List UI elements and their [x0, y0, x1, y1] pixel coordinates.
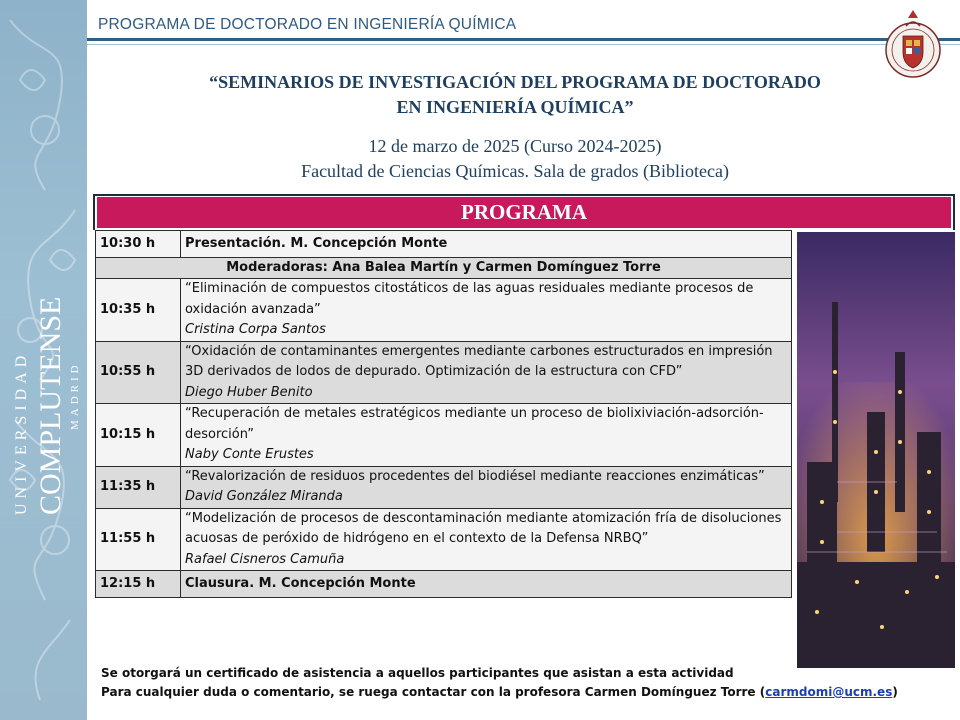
agenda-row-closing: [96, 571, 792, 598]
table-row: [96, 466, 792, 508]
header-divider-thin: [87, 44, 960, 45]
contact-text: Para cualquier duda o comentario, se ruega contactar con la profesora Carmen Domínguez Torre (: [101, 685, 766, 699]
seminar-title-line1: “SEMINARIOS DE INVESTIGACIÓN DEL PROGRAMA DE DOCTORADO: [209, 72, 821, 92]
talk-title: “Recuperación de metales estratégicos mediante un proceso de biolixiviación-adsorción-desorción”: [185, 406, 764, 442]
talk-author: Diego Huber Benito: [185, 384, 313, 400]
svg-text:UNIVERSIDAD: UNIVERSIDAD: [13, 350, 30, 515]
talk-title: “Revalorización de residuos procedentes del biodiésel mediante reacciones enzimáticas”: [185, 468, 765, 484]
agenda-table: [95, 230, 792, 598]
event-venue: Facultad de Ciencias Químicas. Sala de grados (Biblioteca): [301, 161, 729, 181]
agenda-time: 10:15 h: [96, 404, 181, 467]
table-row: [96, 404, 792, 467]
header-divider: [87, 38, 960, 41]
programa-heading: PROGRAMA: [97, 197, 951, 228]
event-details: [100, 134, 930, 184]
seminar-title-line2: EN INGENIERÍA QUÍMICA”: [396, 97, 634, 117]
talk-cell: [181, 341, 792, 404]
talk-cell: [181, 508, 792, 571]
talk-cell: [181, 279, 792, 342]
svg-text:MADRID: MADRID: [69, 361, 81, 430]
agenda-time: 10:35 h: [96, 279, 181, 342]
contact-suffix: ): [892, 685, 898, 699]
contact-note: [101, 683, 901, 702]
refinery-photo: [797, 232, 955, 668]
certificate-note: Se otorgará un certificado de asistencia a aquellos participantes que asistan a esta actividad: [101, 666, 734, 680]
agenda-time: 10:55 h: [96, 341, 181, 404]
agenda-opening-text: Presentación. M. Concepción Monte: [181, 231, 792, 258]
agenda-time: 12:15 h: [96, 571, 181, 598]
event-date: 12 de marzo de 2025 (Curso 2024-2025): [368, 136, 662, 156]
talk-author: Naby Conte Erustes: [185, 447, 314, 462]
agenda-time: 11:55 h: [96, 508, 181, 571]
agenda-time: 11:35 h: [96, 466, 181, 508]
talk-cell: [181, 404, 792, 467]
agenda-row-moderators: [96, 258, 792, 279]
svg-text:COMPLUTENSE: COMPLUTENSE: [34, 296, 67, 515]
contact-email-link[interactable]: carmdomi@ucm.es: [765, 685, 893, 699]
agenda-closing-text: Clausura. M. Concepción Monte: [181, 571, 792, 598]
talk-title: “Oxidación de contaminantes emergentes mediante carbones estructurados en impresión 3D derivados de lodos de depurado. Optimización de la estructura con CFD”: [185, 343, 773, 379]
program-title: PROGRAMA DE DOCTORADO EN INGENIERÍA QUÍMICA: [98, 16, 517, 33]
talk-author: David González Miranda: [185, 489, 343, 504]
talk-title: “Eliminación de compuestos citostáticos de las aguas residuales mediante procesos de oxidación avanzada”: [185, 281, 754, 317]
seminar-title: [100, 70, 930, 120]
agenda-moderators: Moderadoras: Ana Balea Martín y Carmen Domínguez Torre: [96, 258, 792, 279]
table-row: [96, 508, 792, 571]
table-row: [96, 341, 792, 404]
talk-title: “Modelización de procesos de descontaminación mediante atomización fría de disoluciones acuosas de peróxido de hidrógeno en el contexto de la Defensa NRBQ”: [185, 510, 782, 546]
sidebar-decoration: [0, 0, 87, 720]
table-row: [96, 279, 792, 342]
footer-notes: [101, 664, 901, 702]
talk-author: Rafael Cisneros Camuña: [185, 551, 345, 567]
agenda-row-opening: [96, 231, 792, 258]
talk-cell: [181, 466, 792, 508]
agenda-time: 10:30 h: [96, 231, 181, 258]
talk-author: Cristina Corpa Santos: [185, 322, 326, 337]
university-vertical-logo: [0, 0, 87, 720]
